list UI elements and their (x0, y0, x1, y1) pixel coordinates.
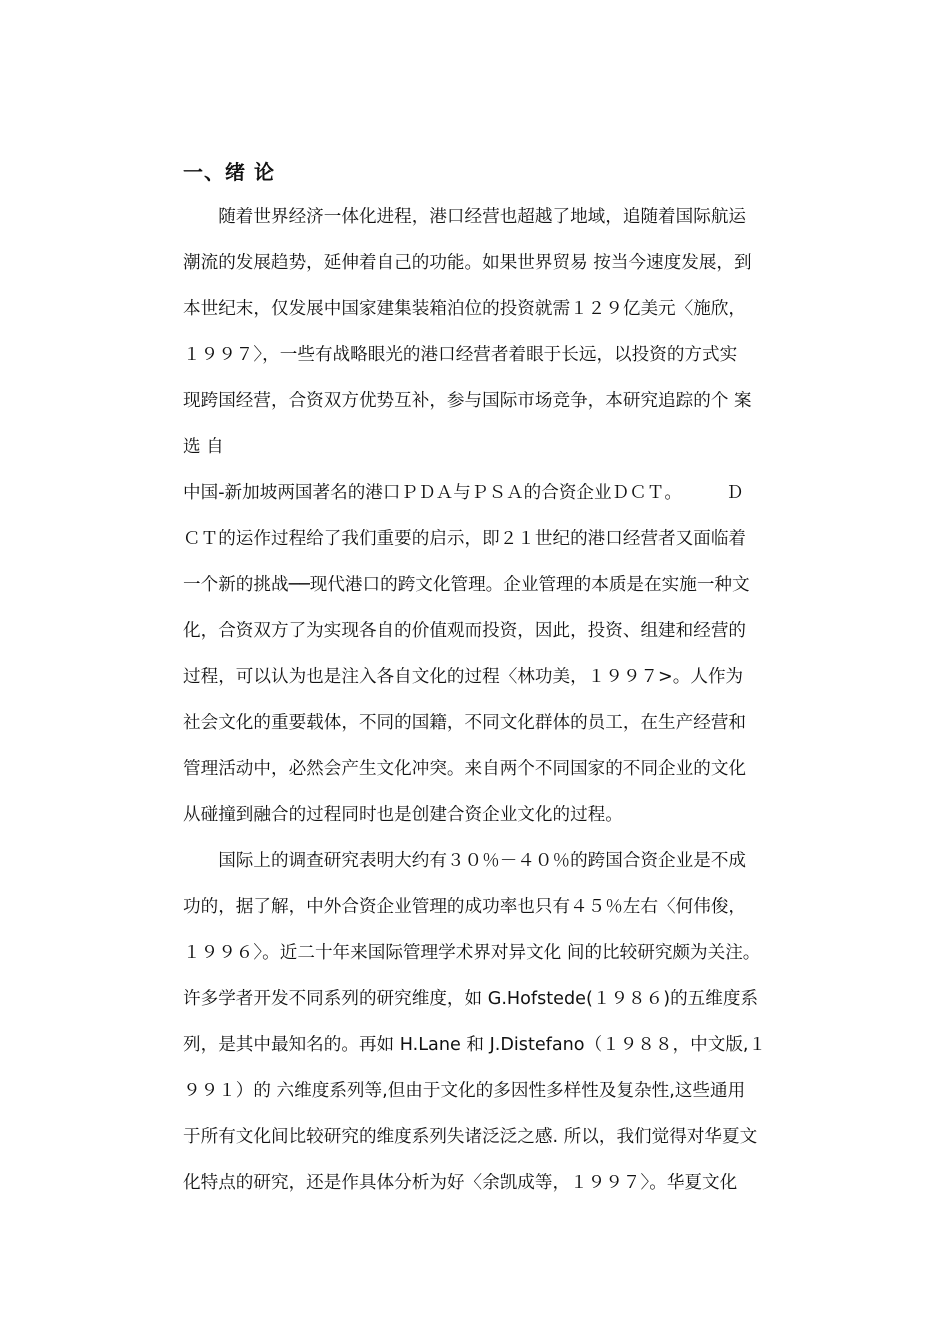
text-line: 化，合资双方了为实现各自的价值观而投资，因此，投资、组建和经营的 (183, 621, 747, 641)
text-line: 社会文化的重要载体，不同的国籍，不同文化群体的员工，在生产经营和 (183, 713, 747, 733)
text-line: １９９７〉，一些有战略眼光的港口经营者着眼于长远，以投资的方式实 (183, 345, 738, 365)
text-line: 随着世界经济一体化进程，港口经营也超越了地域，追随着国际航运 (183, 207, 747, 227)
text-line: １９９６〉。近二十年来国际管理学术界对异文化 间的比较研究颇为关注。 (183, 943, 761, 963)
text-line: 功的，据了解，中外合资企业管理的成功率也只有４５％左右〈何伟俊， (183, 897, 747, 917)
text-line: 过程，可以认为也是注入各自文化的过程〈林功美，１９９７>。人作为 (183, 667, 744, 687)
text-line: 于所有文化间比较研究的维度系列失诸泛泛之感. 所以，我们觉得对华夏文 (183, 1127, 758, 1147)
text-line: 一个新的挑战──现代港口的跨文化管理。企业管理的本质是在实施一种文 (183, 575, 750, 595)
text-line: ＣＴ的运作过程给了我们重要的启示，即２１世纪的港口经营者又面临着 (183, 529, 747, 549)
text-line: 从碰撞到融合的过程同时也是创建合资企业文化的过程。 (183, 805, 623, 825)
text-line: 许多学者开发不同系列的研究维度，如 G.Hofstede(１９８６)的五维度系 (183, 989, 759, 1009)
text-line: 国际上的调查研究表明大约有３０％－４０％的跨国合资企业是不成 (183, 851, 747, 871)
text-line: 选 自 (183, 437, 224, 457)
text-line: ９９１）的 六维度系列等,但由于文化的多因性多样性及复杂性,这些通用 (183, 1081, 746, 1101)
text-line: 化特点的研究，还是作具体分析为好〈余凯成等，１９９７〉。华夏文化 (183, 1173, 738, 1193)
text-line: 现跨国经营，合资双方优势互补，参与国际市场竞争，本研究追踪的个 案 (183, 391, 752, 411)
text-line: 潮流的发展趋势，延伸着自己的功能。如果世界贸易 按当今速度发展，到 (183, 253, 752, 273)
section-heading: 一、绪 论 (183, 160, 275, 184)
text-line: 本世纪末，仅发展中国家建集装箱泊位的投资就需１２９亿美元〈施欣， (183, 299, 747, 319)
text-line: 中国-新加坡两国著名的港口ＰＤＡ与ＰＳＡ的合资企业ＤＣＴ。 Ｄ (183, 483, 744, 503)
text-line: 列，是其中最知名的。再如 H.Lane 和 J.Distefano（１９８８，中文版,１ (183, 1035, 767, 1055)
text-line: 管理活动中，必然会产生文化冲突。来自两个不同国家的不同企业的文化 (183, 759, 747, 779)
